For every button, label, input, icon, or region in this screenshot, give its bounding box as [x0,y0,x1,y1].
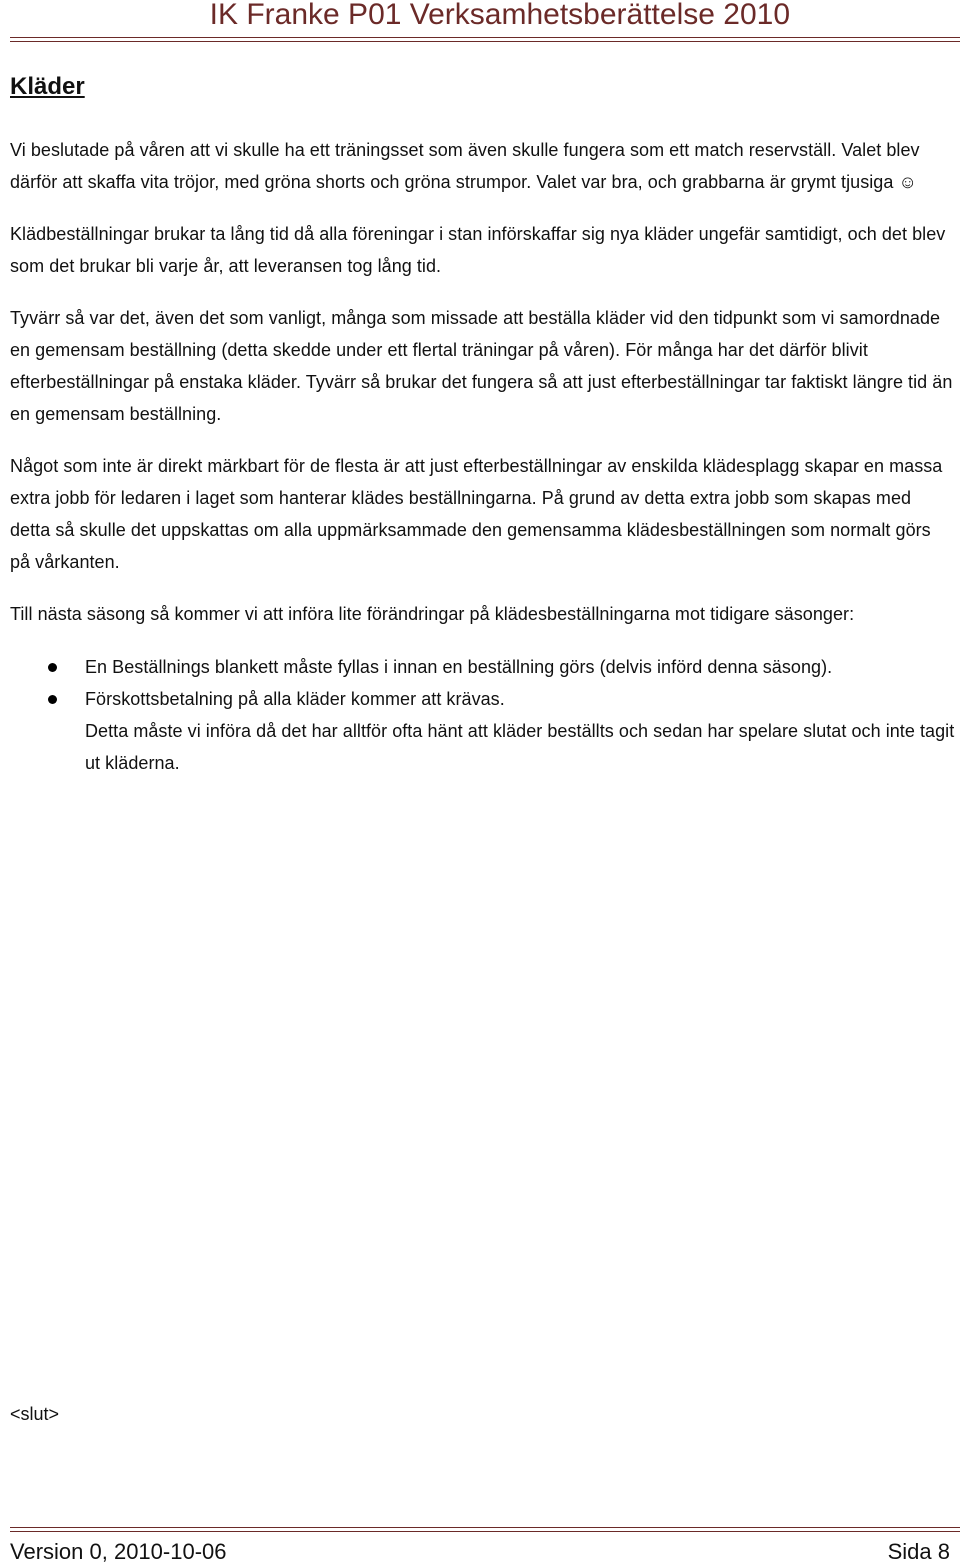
bullet-icon [48,695,57,704]
paragraph-next-season: Till nästa säsong så kommer vi att införa lite förändringar på klädesbeställningarna mot tidigare säsonger: [10,604,855,624]
footer-version: Version 0, 2010-10-06 [10,1539,227,1564]
paragraph-extra-work: Något som inte är direkt märkbart för de flesta är att just efterbeställningar av enskilda klädesplagg skapar en massa extra jobb för ledaren i laget som hanterar klädes beställningarna. På grund av detta extra jobb som skapas med detta så skulle det uppskattas om alla uppmärksammade den gemensamma klädesbeställningen som normalt görs på vårkanten. [10,456,943,572]
paragraph-order-delay: Klädbeställningar brukar ta lång tid då alla föreningar i stan införskaffar sig nya kläder ungefär samtidigt, och det blev som det brukar bli varje år, att leveransen tog lång tid. [10,224,946,276]
list-item-text: Förskottsbetalning på alla kläder kommer att krävas. [85,689,505,709]
list-item-continuation: Detta måste vi införa då det har alltför ofta hänt att kläder beställts och sedan har spelare slutat och inte tagit ut kläderna. [85,721,955,773]
list-item [10,683,955,779]
paragraph-missed-orders: Tyvärr så var det, även det som vanligt, många som missade att beställa kläder vid den tidpunkt som vi samordnade en gemensam beställning (detta skedde under ett flertal träningar på våren). För många har det därför blivit efterbeställningar på enstaka kläder. Tyvärr så brukar det fungera så att just efterbeställningar tar faktiskt längre tid än en gemensam beställning. [10,308,953,424]
list-item-text: En Beställnings blankett måste fyllas i innan en beställning görs (delvis införd denna säsong). [85,657,833,677]
changes-list [10,651,955,779]
document-header-title: IK Franke P01 Verksamhetsberättelse 2010 [209,0,790,31]
list-item [10,651,955,683]
footer-rule [10,1527,960,1532]
end-marker: <slut> [10,1404,60,1424]
header-rule [10,37,960,42]
section-title: Kläder [10,73,85,100]
document-body [10,134,955,779]
footer-page-number: Sida 8 [887,1539,950,1564]
paragraph-training-set: Vi beslutade på våren att vi skulle ha ett träningsset som även skulle fungera som ett match reservställ. Valet blev därför att skaffa vita tröjor, med gröna shorts och gröna strumpor. Valet var bra, och grabbarna är grymt tjusiga ☺ [10,140,920,192]
bullet-icon [48,663,57,672]
